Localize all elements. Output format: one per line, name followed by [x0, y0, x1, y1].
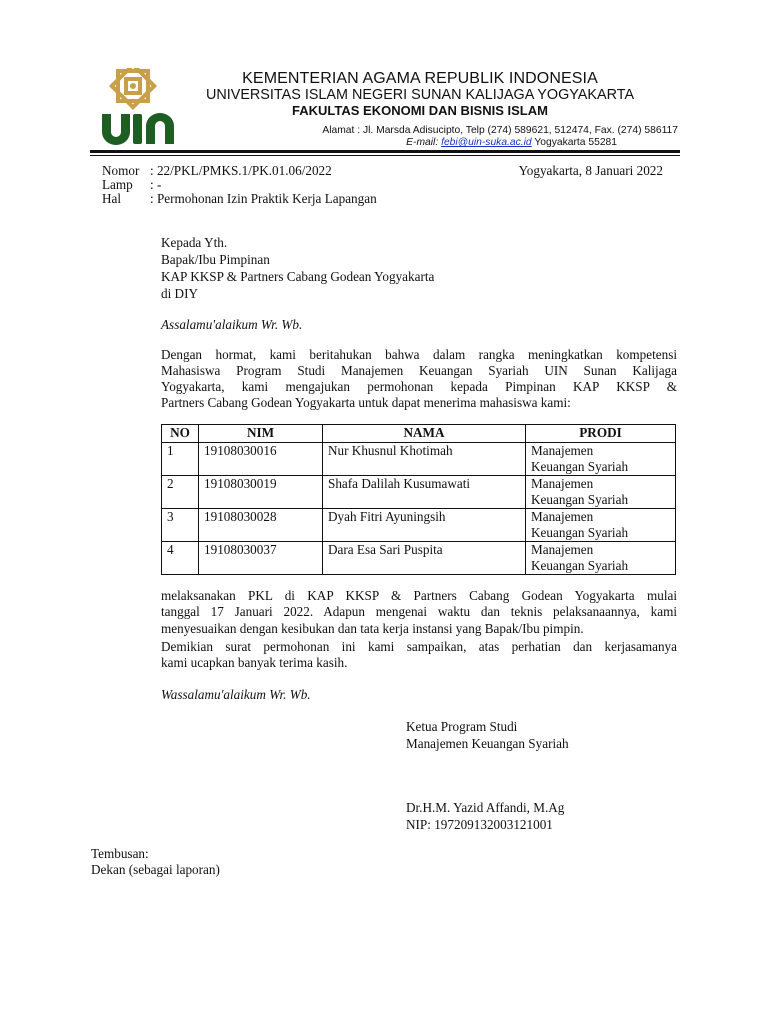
address-line: Alamat : Jl. Marsda Adisucipto, Telp (274) 589621, 512474, Fax. (274) 586117 — [322, 125, 678, 136]
table-header-row — [162, 425, 676, 443]
uin-logo — [98, 68, 178, 148]
signature-nip: NIP: 197209132003121001 — [406, 817, 553, 832]
table-row — [162, 509, 676, 542]
signature-role-2: Manajemen Keuangan Syariah — [406, 736, 569, 751]
body-line-3: menyesuaikan dengan kesibukan dan tata kerja instansi yang Bapak/Ibu pimpin. — [161, 621, 584, 636]
header-no: NO — [162, 425, 199, 443]
email-link[interactable]: febi@uin-suka.ac.id — [441, 137, 532, 148]
cell-nim: 19108030019 — [199, 476, 323, 509]
cell-nama: Dyah Fitri Ayuningsih — [323, 509, 526, 542]
hal-value: : Permohonan Izin Praktik Kerja Lapangan — [150, 191, 377, 206]
cell-nama: Nur Khusnul Khotimah — [323, 443, 526, 476]
cc-item: Dekan (sebagai laporan) — [91, 862, 220, 877]
prodi-line-2: Keuangan Syariah — [531, 558, 629, 573]
signature-role-1: Ketua Program Studi — [406, 719, 518, 734]
closing-line-1: Demikian surat permohonan ini kami sampaikan, atas perhatian dan kerjasamanya — [161, 639, 677, 654]
cell-no: 4 — [162, 542, 199, 575]
greeting: Assalamu'alaikum Wr. Wb. — [161, 317, 303, 332]
cell-nim: 19108030016 — [199, 443, 323, 476]
faculty-title: FAKULTAS EKONOMI DAN BISNIS ISLAM — [292, 103, 548, 118]
header-nim: NIM — [199, 425, 323, 443]
body-line-1: melaksanakan PKL di KAP KKSP & Partners Cabang Godean Yogyakarta mulai — [161, 588, 677, 603]
recipient-line-2: Bapak/Ibu Pimpinan — [161, 252, 270, 267]
header-rule-thick — [90, 150, 680, 153]
prodi-line-2: Keuangan Syariah — [531, 492, 629, 507]
recipient-line-3: KAP KKSP & Partners Cabang Godean Yogyakarta — [161, 269, 435, 284]
prodi-line-2: Keuangan Syariah — [531, 459, 629, 474]
cell-prodi — [526, 476, 676, 509]
header-prodi: PRODI — [526, 425, 676, 443]
prodi-line-1: Manajemen — [531, 476, 594, 491]
cc-label: Tembusan: — [91, 846, 149, 861]
table-row — [162, 443, 676, 476]
cell-prodi — [526, 542, 676, 575]
cell-no: 1 — [162, 443, 199, 476]
intro-line-1: Dengan hormat, kami beritahukan bahwa dalam rangka meningkatkan kompetensi — [161, 347, 677, 362]
cell-no: 2 — [162, 476, 199, 509]
cell-prodi — [526, 509, 676, 542]
header-rule-thin — [90, 155, 680, 156]
body-line-2: tanggal 17 Januari 2022. Adapun mengenai waktu dan teknis pelaksanaannya, kami — [161, 604, 677, 619]
signature-name: Dr.H.M. Yazid Affandi, M.Ag — [406, 800, 565, 815]
header-nama: NAMA — [323, 425, 526, 443]
cell-nim: 19108030037 — [199, 542, 323, 575]
cell-nama: Shafa Dalilah Kusumawati — [323, 476, 526, 509]
cell-prodi — [526, 443, 676, 476]
table-row — [162, 476, 676, 509]
email-line — [180, 137, 617, 148]
ministry-title: KEMENTERIAN AGAMA REPUBLIK INDONESIA — [242, 70, 598, 87]
intro-line-3: Yogyakarta, kami mengajukan permohonan kepada Pimpinan KAP KKSP & — [161, 379, 677, 394]
hal-label: Hal — [102, 191, 122, 206]
prodi-line-2: Keuangan Syariah — [531, 525, 629, 540]
cell-no: 3 — [162, 509, 199, 542]
lamp-value: : - — [150, 177, 162, 192]
prodi-line-1: Manajemen — [531, 443, 594, 458]
prodi-line-1: Manajemen — [531, 509, 594, 524]
email-label: E-mail: — [406, 137, 439, 148]
city-postal: Yogyakarta 55281 — [534, 137, 617, 148]
farewell: Wassalamu'alaikum Wr. Wb. — [161, 687, 311, 702]
letter-date: Yogyakarta, 8 Januari 2022 — [518, 163, 663, 178]
cell-nama: Dara Esa Sari Puspita — [323, 542, 526, 575]
lamp-label: Lamp — [102, 177, 133, 192]
university-title: UNIVERSITAS ISLAM NEGERI SUNAN KALIJAGA YOGYAKARTA — [205, 87, 635, 103]
closing-line-2: kami ucapkan banyak terima kasih. — [161, 655, 348, 670]
nomor-label: Nomor — [102, 163, 140, 178]
recipient-line-1: Kepada Yth. — [161, 235, 228, 250]
cell-nim: 19108030028 — [199, 509, 323, 542]
nomor-value: : 22/PKL/PMKS.1/PK.01.06/2022 — [150, 163, 332, 178]
students-table — [161, 424, 676, 575]
intro-line-2: Mahasiswa Program Studi Manajemen Keuangan Syariah UIN Sunan Kalijaga — [161, 363, 677, 378]
prodi-line-1: Manajemen — [531, 542, 594, 557]
recipient-line-4: di DIY — [161, 286, 198, 301]
table-row — [162, 542, 676, 575]
intro-line-4: Partners Cabang Godean Yogyakarta untuk dapat menerima mahasiswa kami: — [161, 395, 571, 410]
